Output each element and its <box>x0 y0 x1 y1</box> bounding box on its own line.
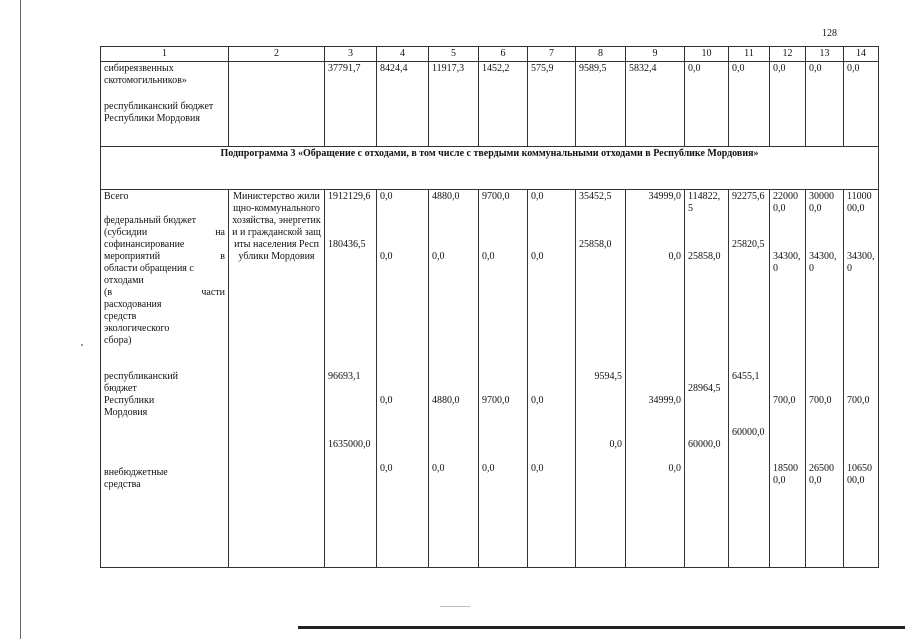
row-label: части <box>201 287 225 298</box>
row-label: Всего <box>104 191 129 202</box>
federal-value: 0,0 <box>531 251 544 262</box>
row-label-cell <box>101 190 229 568</box>
value-cell <box>844 190 879 568</box>
budget-table <box>100 46 879 568</box>
extra-value: 185000,0 <box>773 463 798 486</box>
column-number: 3 <box>325 47 377 62</box>
row-label: внебюджетные <box>104 467 168 478</box>
row-label: отходами <box>104 275 144 286</box>
value-cell <box>806 190 844 568</box>
row-label: Мордовия <box>104 407 148 418</box>
row-label: софинансирование <box>104 239 185 250</box>
row-label: (в <box>104 287 113 298</box>
republic-value: 6455,1 <box>732 371 760 382</box>
column-number: 11 <box>729 47 770 62</box>
extra-value: 1635000,0 <box>328 439 371 450</box>
extra-value: 0,0 <box>531 463 544 474</box>
total-value: 0,0 <box>531 191 544 202</box>
value-cell <box>528 190 576 568</box>
row-label: области обращения с <box>104 263 194 274</box>
value-cell: 9589,5 <box>576 62 626 147</box>
republic-value: 34999,0 <box>648 395 681 406</box>
value-cell <box>429 190 479 568</box>
row-label: сбора) <box>104 335 132 346</box>
row-label: средств <box>104 311 137 322</box>
value-cell: 11917,3 <box>429 62 479 147</box>
federal-value: 34300,0 <box>809 251 837 274</box>
extra-value: 60000,0 <box>688 439 721 450</box>
column-number: 7 <box>528 47 576 62</box>
value-cell: 0,0 <box>685 62 729 147</box>
value-cell <box>626 190 685 568</box>
extra-value: 1065000,0 <box>847 463 872 486</box>
federal-value: 25820,5 <box>732 239 765 250</box>
value-cell <box>685 190 729 568</box>
scan-speck <box>440 606 470 607</box>
row-label: расходования <box>104 299 162 310</box>
executor-cell <box>229 62 325 147</box>
republic-value: 0,0 <box>380 395 393 406</box>
total-value: 92275,6 <box>732 191 765 202</box>
extra-value: 0,0 <box>432 463 445 474</box>
row-label: средства <box>104 479 141 490</box>
federal-value: 180436,5 <box>328 239 366 250</box>
left-margin-rule <box>20 0 21 639</box>
extra-value: 0,0 <box>482 463 495 474</box>
column-number: 10 <box>685 47 729 62</box>
federal-value: 0,0 <box>668 251 681 262</box>
value-cell: 37791,7 <box>325 62 377 147</box>
column-number-row <box>101 47 879 62</box>
extra-value: 0,0 <box>609 439 622 450</box>
republic-value: 0,0 <box>531 395 544 406</box>
column-number: 1 <box>101 47 229 62</box>
column-number: 9 <box>626 47 685 62</box>
column-number: 12 <box>770 47 806 62</box>
value-cell <box>377 190 429 568</box>
extra-value: 60000,0 <box>732 427 765 438</box>
total-value: 1100000,0 <box>847 191 872 214</box>
value-cell: 8424,4 <box>377 62 429 147</box>
value-cell: 1452,2 <box>479 62 528 147</box>
value-cell: 575,9 <box>528 62 576 147</box>
row-label: сибиреязвенных скотомогильников» <box>104 63 187 86</box>
value-cell <box>576 190 626 568</box>
value-cell <box>770 190 806 568</box>
total-value: 300000,0 <box>809 191 834 214</box>
value-cell: 0,0 <box>770 62 806 147</box>
executor-cell: Министерство жилищно-коммунального хозяйства, энергетики и гражданской защиты населения Республики Мордовия <box>229 190 325 568</box>
republic-value: 9700,0 <box>482 395 510 406</box>
federal-value: 25858,0 <box>688 251 721 262</box>
column-number: 14 <box>844 47 879 62</box>
republic-value: 9594,5 <box>594 371 622 382</box>
row-label: республиканский бюджет Республики Мордовия <box>104 101 214 124</box>
value-cell: 0,0 <box>806 62 844 147</box>
column-number: 8 <box>576 47 626 62</box>
republic-value: 96693,1 <box>328 371 361 382</box>
bottom-edge-rule <box>298 626 905 629</box>
total-value: 1912129,6 <box>328 191 371 202</box>
total-value: 34999,0 <box>648 191 681 202</box>
table-row <box>101 190 879 568</box>
federal-value: 25858,0 <box>579 239 612 250</box>
total-value: 114822,5 <box>688 191 721 214</box>
republic-value: 4880,0 <box>432 395 460 406</box>
value-cell: 5832,4 <box>626 62 685 147</box>
federal-value: 0,0 <box>380 251 393 262</box>
column-number: 13 <box>806 47 844 62</box>
column-number: 4 <box>377 47 429 62</box>
extra-value: 0,0 <box>668 463 681 474</box>
federal-value: 0,0 <box>482 251 495 262</box>
row-label: бюджет <box>104 383 137 394</box>
row-label: экологического <box>104 323 170 334</box>
federal-value: 0,0 <box>432 251 445 262</box>
total-value: 35452,5 <box>579 191 612 202</box>
row-label: мероприятий <box>104 251 161 262</box>
total-value: 0,0 <box>380 191 393 202</box>
column-number: 6 <box>479 47 528 62</box>
republic-value: 700,0 <box>809 395 832 406</box>
row-label: на <box>215 227 225 238</box>
value-cell <box>479 190 528 568</box>
row-label: (субсидии <box>104 227 148 238</box>
row-label: Республики <box>104 395 155 406</box>
subprogram-heading-row <box>101 147 879 190</box>
value-cell: 0,0 <box>729 62 770 147</box>
column-number: 2 <box>229 47 325 62</box>
row-label: республиканский <box>104 371 179 382</box>
scan-speck <box>81 344 83 346</box>
extra-value: 0,0 <box>380 463 393 474</box>
republic-value: 700,0 <box>773 395 796 406</box>
row-label-cell <box>101 62 229 147</box>
federal-value: 34300,0 <box>773 251 801 274</box>
value-cell <box>325 190 377 568</box>
subprogram-title: Подпрограмма 3 «Обращение с отходами, в том числе с твердыми коммунальными отходами в Республике Мордовия» <box>101 147 879 190</box>
total-value: 4880,0 <box>432 191 460 202</box>
page-number: 128 <box>822 28 837 39</box>
row-label: в <box>220 251 225 262</box>
federal-value: 34300,0 <box>847 251 875 274</box>
table-row <box>101 62 879 147</box>
total-value: 220000,0 <box>773 191 798 214</box>
column-number: 5 <box>429 47 479 62</box>
row-label: федеральный бюджет <box>104 215 197 226</box>
extra-value: 265000,0 <box>809 463 834 486</box>
republic-value: 28964,5 <box>688 383 721 394</box>
republic-value: 700,0 <box>847 395 870 406</box>
value-cell: 0,0 <box>844 62 879 147</box>
value-cell <box>729 190 770 568</box>
total-value: 9700,0 <box>482 191 510 202</box>
